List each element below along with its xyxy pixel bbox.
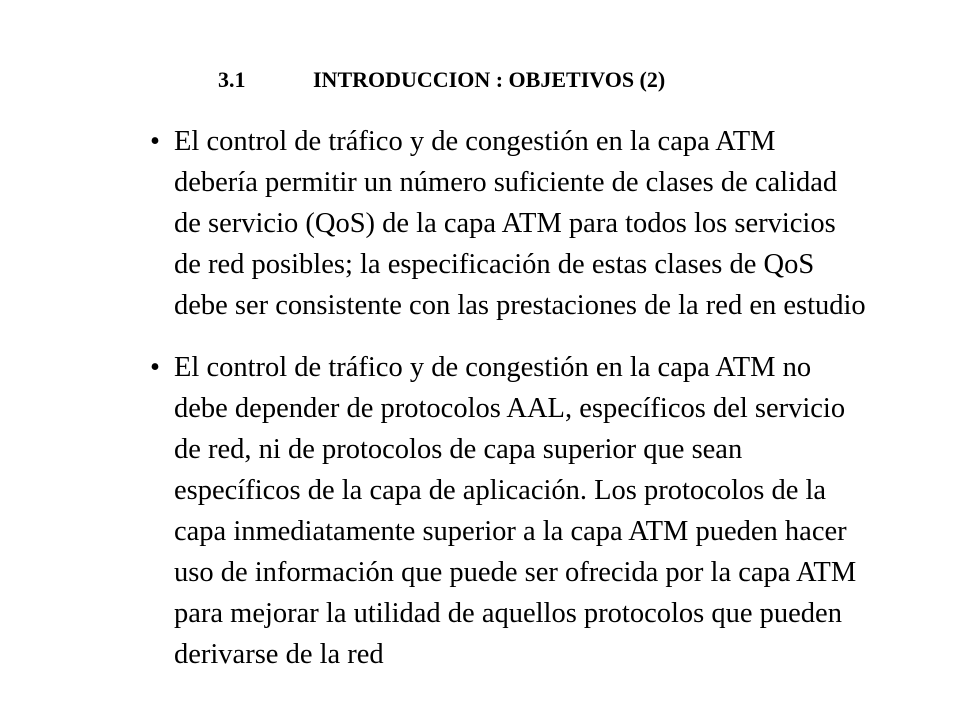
section-title: INTRODUCCION : OBJETIVOS (2) [313,67,666,92]
bullet-text-line: uso de información que puede ser ofrecida por la capa ATM [174,557,857,588]
bullet-text-line: El control de tráfico y de congestión en la capa ATM no [174,352,812,383]
bullet-text-line: de servicio (QoS) de la capa ATM para todos los servicios [174,208,836,239]
bullet-list [150,121,950,675]
bullet-text-line: para mejorar la utilidad de aquellos protocolos que pueden [174,598,842,629]
section-number: 3.1 [218,67,246,92]
bullet-item [150,121,950,326]
bullet-text-line: debe ser consistente con las prestaciones de la red en estudio [174,290,866,321]
bullet-text-line: de red, ni de protocolos de capa superior que sean [174,434,743,465]
bullet-text-line: derivarse de la red [174,639,384,670]
bullet-text-line: capa inmediatamente superior a la capa ATM pueden hacer [174,516,847,547]
bullet-item [150,347,950,675]
bullet-text-line: debe depender de protocolos AAL, específicos del servicio [174,393,846,424]
bullet-icon: • [150,352,160,383]
bullet-text-line: específicos de la capa de aplicación. Los protocolos de la [174,475,827,506]
slide-heading [218,66,665,94]
bullet-text-line: de red posibles; la especificación de estas clases de QoS [174,249,815,280]
bullet-text-line: debería permitir un número suficiente de clases de calidad [174,167,838,198]
bullet-icon: • [150,126,160,157]
bullet-text-line: El control de tráfico y de congestión en la capa ATM [174,126,776,157]
